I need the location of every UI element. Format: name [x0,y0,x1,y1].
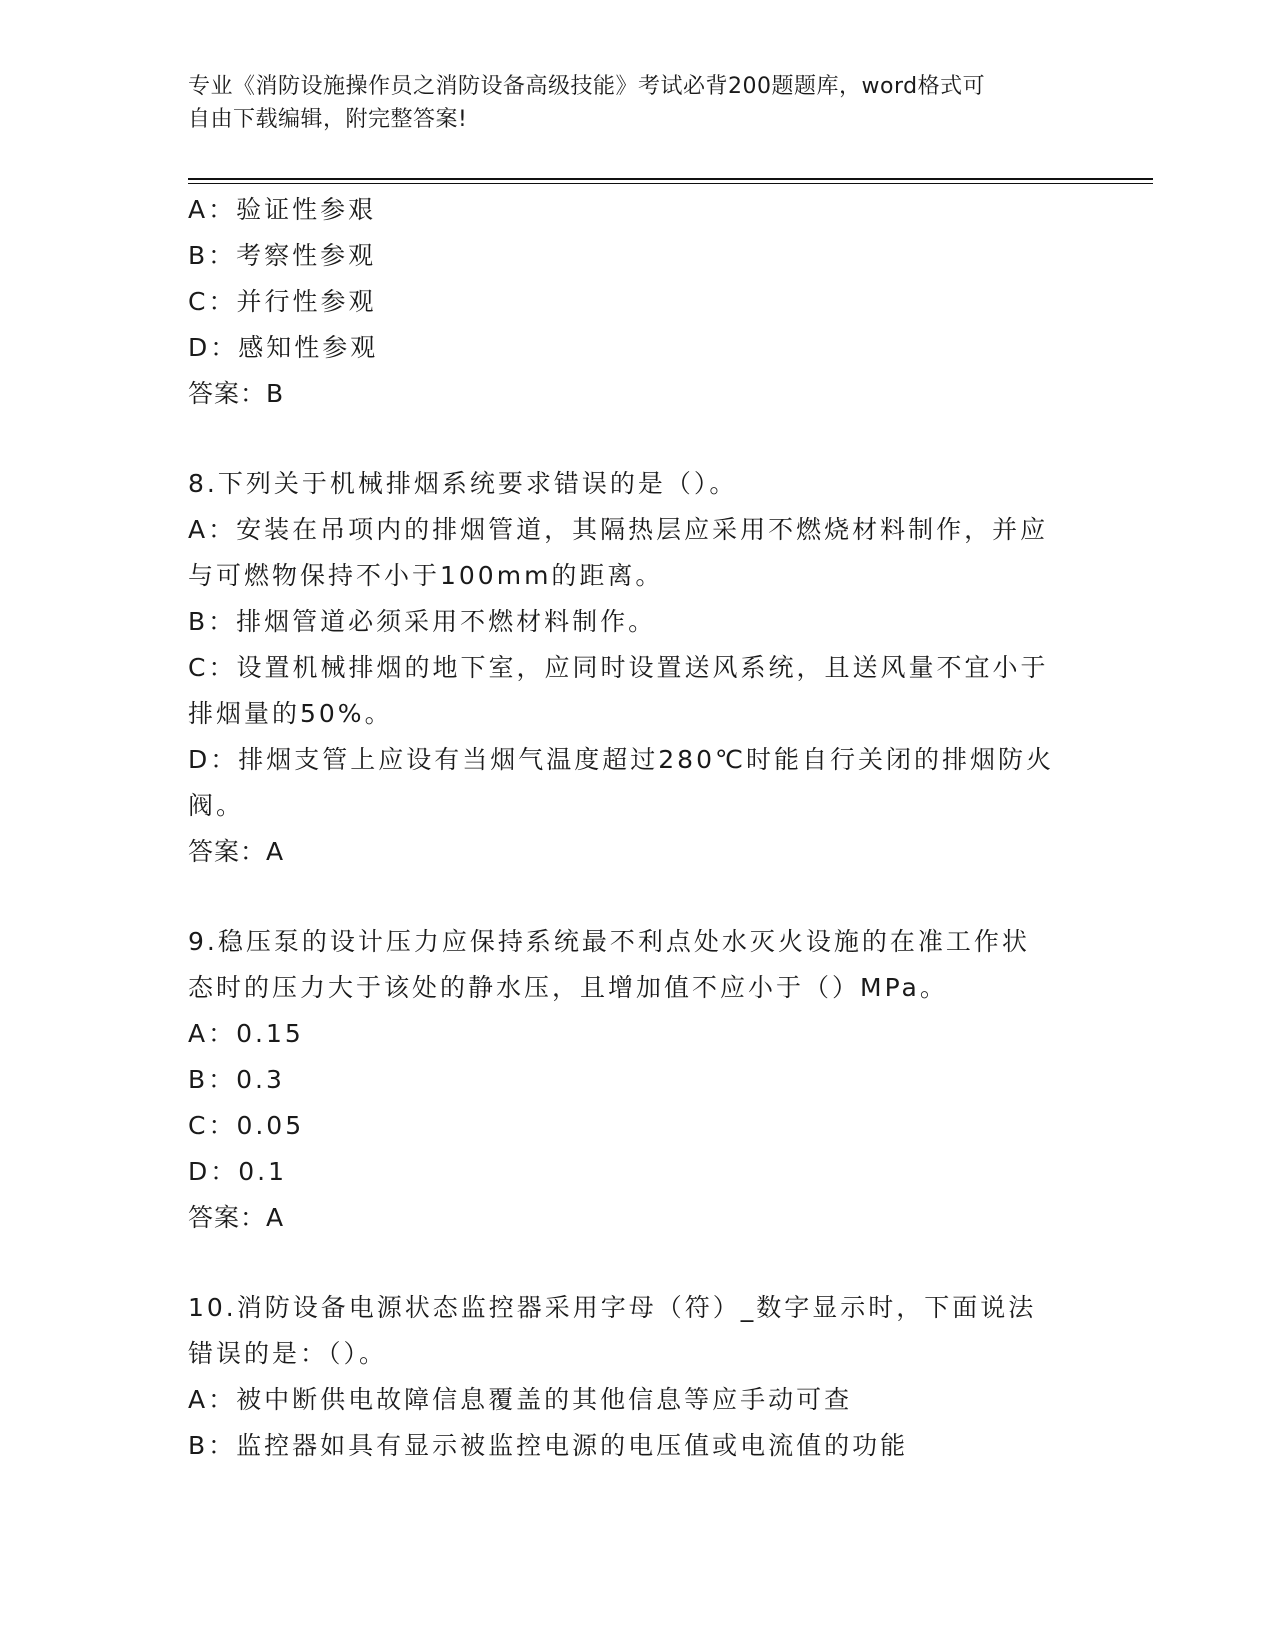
option-b: B：排烟管道必须采用不燃材料制作。 [188,607,657,636]
answer-line: 答案：A [188,1203,285,1232]
option-c: C：并行性参观 [188,287,377,316]
option-c: C：设置机械排烟的地下室，应同时设置送风系统，且送风量不宜小于 [188,653,1049,682]
question-stem: 10.消防设备电源状态监控器采用字母（符）_数字显示时，下面说法 [188,1293,1037,1322]
option-a: A：被中断供电故障信息覆盖的其他信息等应手动可查 [188,1385,853,1414]
option-c-continued: 排烟量的50%。 [188,699,393,728]
option-b: B：监控器如具有显示被监控电源的电压值或电流值的功能 [188,1431,909,1460]
option-a: A：0.15 [188,1019,304,1048]
question-stem: 8.下列关于机械排烟系统要求错误的是（）。 [188,469,738,498]
option-a-continued: 与可燃物保持不小于100mm的距离。 [188,561,664,590]
option-b: B：0.3 [188,1065,285,1094]
question-block-10 [188,1285,1088,1469]
option-b: B：考察性参观 [188,241,377,270]
option-d: D：排烟支管上应设有当烟气温度超过280℃时能自行关闭的排烟防火 [188,745,1055,774]
question-stem-continued: 错误的是：（）。 [188,1339,388,1368]
option-d-continued: 阀。 [188,791,245,820]
answer-line: 答案：A [188,837,285,866]
question-block-7 [188,187,1088,417]
option-d: D：感知性参观 [188,333,379,362]
question-stem: 9.稳压泵的设计压力应保持系统最不利点处水灭火设施的在准工作状 [188,927,1030,956]
header-rule-thick [188,178,1153,180]
option-c: C：0.05 [188,1111,305,1140]
option-a: A：安装在吊项内的排烟管道，其隔热层应采用不燃烧材料制作，并应 [188,515,1049,544]
option-a: A：验证性参艰 [188,195,377,224]
answer-line: 答案：B [188,379,285,408]
question-block-9 [188,919,1088,1241]
question-list [188,187,1088,1469]
question-stem-continued: 态时的压力大于该处的静水压，且增加值不应小于（）MPa。 [188,973,948,1002]
question-block-8 [188,461,1088,875]
header-line-1: 专业《消防设施操作员之消防设备高级技能》考试必背200题题库，word格式可 [188,74,986,99]
header-rule-thin [188,183,1153,184]
header-line-2: 自由下载编辑，附完整答案! [188,107,468,132]
option-d: D：0.1 [188,1157,288,1186]
document-header [188,70,1088,136]
